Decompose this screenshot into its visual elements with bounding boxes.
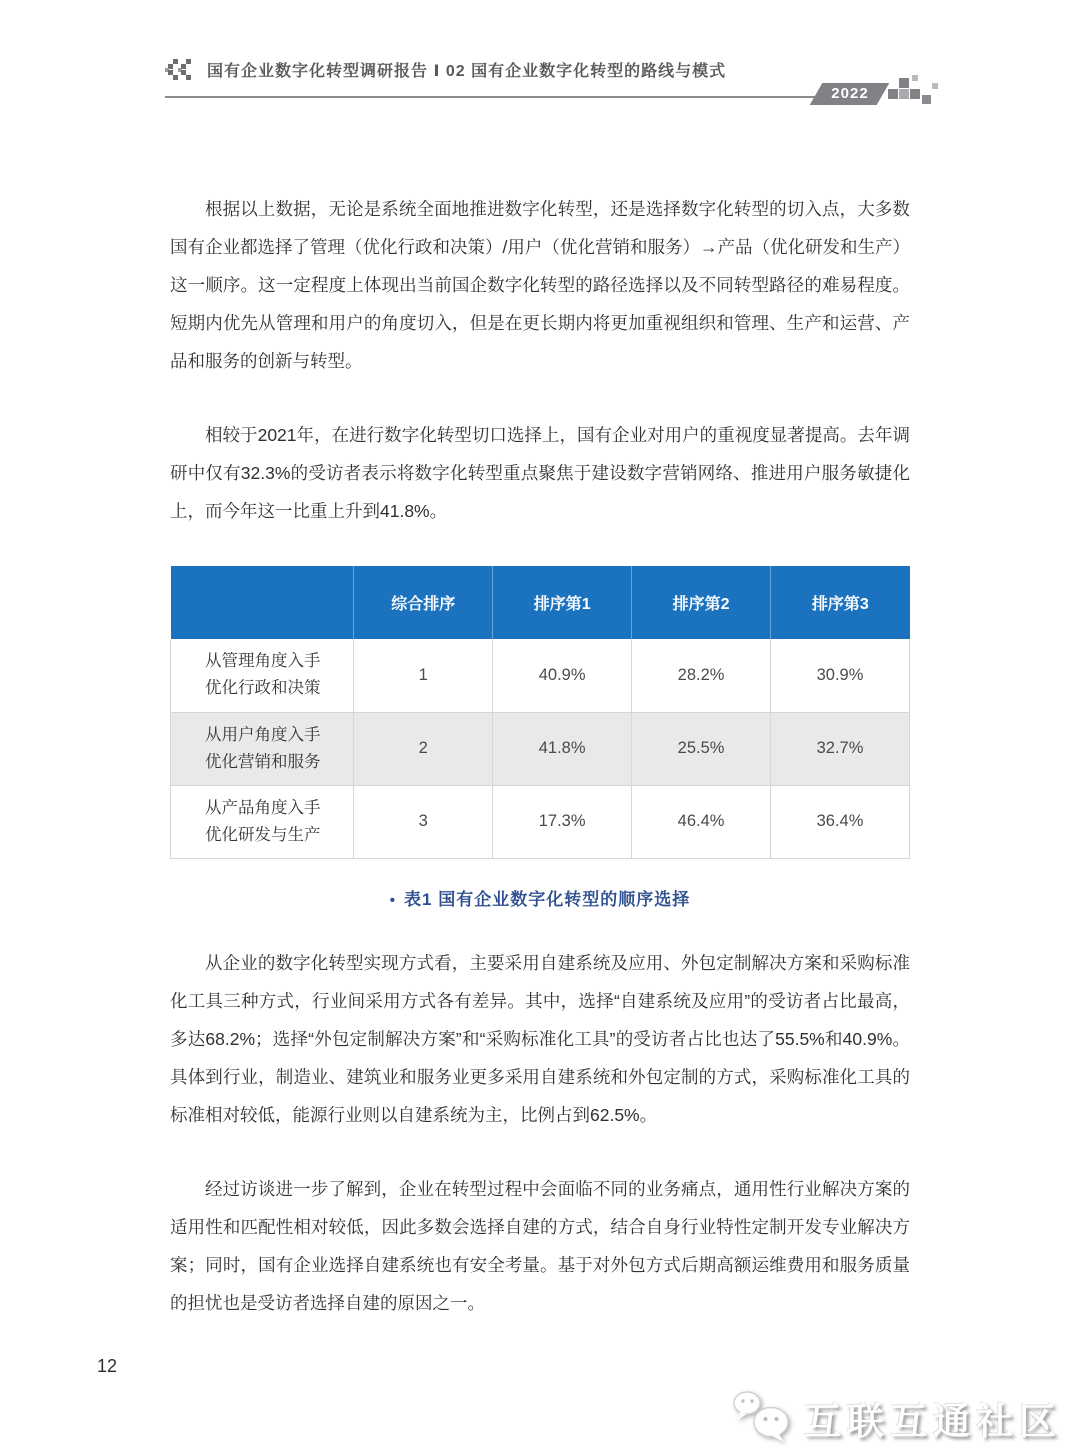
paragraph-4: 经过访谈进一步了解到，企业在转型过程中会面临不同的业务痛点，通用性行业解决方案的适用性和匹配性相对较低，因此多数会选择自建的方式，结合自身行业特性定制开发专业解决方案；同时，国有企业选择自建系统也有安全考量。基于对外包方式后期高额运维费用和服务质量的担忧也是受访者选择自建的原因之一。 (170, 1178, 910, 1313)
table-header-row (171, 566, 910, 639)
table-row (171, 712, 910, 785)
page-number: 12 (97, 1356, 118, 1376)
content-area (170, 190, 910, 1358)
table-row (171, 639, 910, 712)
paragraph-3: 从企业的数字化转型实现方式看，主要采用自建系统及应用、外包定制解决方案和采购标准化工具三种方式，行业间采用方式各有差异。其中，选择“自建系统及应用”的受访者占比最高，多达68.2%；选择“外包定制解决方案”和“采购标准化工具”的受访者占比也达了55.5%和40.9%。具体到行业，制造业、建筑业和服务业更多采用自建系统和外包定制的方式，采购标准化工具的标准相对较低，能源行业则以自建系统为主，比例占到62.5%。 (170, 952, 910, 1125)
row-label: 从用户角度入手 优化营销和服务 (171, 712, 354, 785)
caption-bullet-icon: • (389, 891, 397, 909)
cell-rank2: 46.4% (632, 785, 771, 858)
col-header-overall-rank: 综合排序 (354, 566, 493, 639)
cell-rank2: 28.2% (632, 639, 771, 712)
cell-overall-rank: 2 (354, 712, 493, 785)
caption-text: 表1 国有企业数字化转型的顺序选择 (404, 889, 691, 909)
cell-rank1: 41.8% (493, 712, 632, 785)
pixel-decoration (888, 75, 940, 105)
cell-rank2: 25.5% (632, 712, 771, 785)
paragraph-2: 相较于2021年，在进行数字化转型切口选择上，国有企业对用户的重视度显著提高。去年调研中仅有32.3%的受访者表示将数字化转型重点聚焦于建设数字营销网络、推进用户服务敏捷化上，而今年这一比重上升到41.8%。 (170, 425, 910, 521)
row-label: 从产品角度入手 优化研发与生产 (171, 785, 354, 858)
col-header-rank2: 排序第2 (632, 566, 771, 639)
header-rule (165, 96, 828, 98)
year-badge-label: 2022 (830, 85, 869, 102)
cell-rank1: 40.9% (493, 639, 632, 712)
cell-rank3: 36.4% (771, 785, 910, 858)
table-row (171, 785, 910, 858)
cell-rank1: 17.3% (493, 785, 632, 858)
paragraph-1: 根据以上数据，无论是系统全面地推进数字化转型，还是选择数字化转型的切入点，大多数国有企业都选择了管理（优化行政和决策）/用户（优化营销和服务）→产品（优化研发和生产）这一顺序。这一定程度上体现出当前国企数字化转型的路径选择以及不同转型路径的难易程度。短期内优先从管理和用户的角度切入，但是在更长期内将更加重视组织和管理、生产和运营、产品和服务的创新与转型。 (170, 199, 910, 371)
chat-bubbles-icon (732, 1390, 794, 1446)
cell-rank3: 32.7% (771, 712, 910, 785)
cell-overall-rank: 1 (354, 639, 493, 712)
header-title: 国有企业数字化转型调研报告 Ⅰ 02 国有企业数字化转型的路线与模式 (207, 63, 727, 80)
year-badge (809, 83, 889, 105)
col-header-rank1: 排序第1 (493, 566, 632, 639)
col-header-rank3: 排序第3 (771, 566, 910, 639)
pixel-chevrons-icon (165, 59, 197, 80)
cell-rank3: 30.9% (771, 639, 910, 712)
watermark-text: 互联互通社区 (804, 1401, 1062, 1442)
page-header (165, 58, 940, 102)
col-header-empty (171, 566, 354, 639)
order-choice-table (170, 566, 910, 859)
cell-overall-rank: 3 (354, 785, 493, 858)
watermark (732, 1390, 1062, 1446)
row-label: 从管理角度入手 优化行政和决策 (171, 639, 354, 712)
table-caption (170, 885, 910, 910)
year-badge-group (816, 75, 940, 105)
